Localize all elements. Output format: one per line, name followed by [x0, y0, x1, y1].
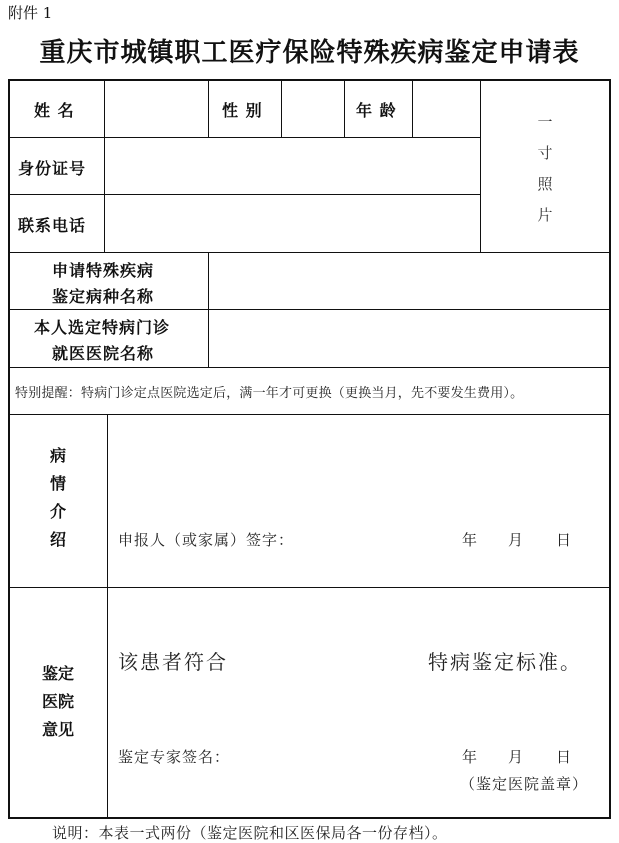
condition-char: 介	[49, 502, 66, 521]
rule-row6	[8, 414, 611, 415]
applicant-sign-label: 申报人（或家属）签字：	[118, 531, 295, 549]
hospital-field[interactable]	[210, 311, 608, 366]
opinion-text-left: 该患者符合	[118, 650, 228, 674]
rule-col-age-label	[344, 79, 345, 138]
condition-char: 病	[49, 446, 66, 465]
opinion-line: 鉴定	[41, 664, 74, 683]
name-field[interactable]	[106, 81, 207, 137]
photo-char: 片	[537, 206, 553, 224]
border-left	[8, 79, 10, 819]
border-right	[609, 79, 611, 819]
rule-row3	[8, 252, 611, 253]
form-title: 重庆市城镇职工医疗保险特殊疾病鉴定申请表	[39, 38, 580, 68]
opinion-line: 意见	[41, 720, 74, 739]
photo-char: 寸	[537, 144, 553, 162]
opinion-text-right: 特病鉴定标准。	[428, 650, 582, 674]
phone-label: 联系电话	[18, 216, 87, 235]
photo-char: 一	[537, 113, 553, 131]
expert-sign-label: 鉴定专家签名：	[118, 748, 231, 766]
age-field[interactable]	[414, 81, 479, 137]
gender-field[interactable]	[283, 81, 343, 137]
rule-col-gender-label	[208, 79, 209, 138]
applicant-date-year: 年	[462, 531, 478, 549]
border-bottom	[8, 817, 611, 819]
gender-label: 性 别	[222, 101, 263, 120]
opinion-label	[38, 660, 78, 744]
phone-field[interactable]	[106, 196, 479, 251]
applicant-date-month: 月	[508, 531, 524, 549]
age-label: 年 龄	[356, 101, 397, 120]
rule-col-mid	[208, 252, 209, 368]
notice-text: 特别提醒：特病门诊定点医院选定后，满一年才可更换（更换当月，先不要发生费用）。	[15, 386, 524, 401]
expert-sign-field[interactable]	[245, 742, 445, 768]
opinion-date-month: 月	[508, 748, 524, 766]
seal-note: （鉴定医院盖章）	[460, 775, 589, 793]
rule-row7	[8, 587, 611, 588]
condition-field[interactable]	[110, 417, 608, 517]
photo-area	[530, 107, 560, 231]
applicant-sign-field[interactable]	[320, 525, 450, 551]
rule-col-photo	[480, 79, 481, 253]
footer-note: 说明：本表一式两份（鉴定医院和区医保局各一份存档）。	[52, 824, 448, 842]
rule-col-age-value	[412, 79, 413, 138]
attachment-label: 附件 1	[8, 4, 53, 22]
rule-col-gender-value	[281, 79, 282, 138]
disease-label-line1: 申请特殊疾病	[52, 261, 155, 280]
rule-row1	[8, 137, 481, 138]
rule-row2	[8, 194, 481, 195]
opinion-line: 医院	[41, 692, 74, 711]
disease-label-line2: 鉴定病种名称	[52, 287, 155, 306]
opinion-date-day: 日	[556, 748, 572, 766]
rule-row4	[8, 309, 611, 310]
condition-char: 绍	[49, 530, 66, 549]
condition-char: 情	[49, 474, 66, 493]
disease-field[interactable]	[210, 254, 608, 308]
rule-row5	[8, 367, 611, 368]
opinion-date-year: 年	[462, 748, 478, 766]
photo-char: 照	[537, 175, 553, 193]
id-number-field[interactable]	[106, 139, 479, 193]
opinion-blank-field[interactable]	[240, 644, 420, 674]
hospital-label-line2: 就医医院名称	[52, 344, 155, 363]
applicant-date-day: 日	[556, 531, 572, 549]
rule-col-section	[107, 414, 108, 819]
hospital-label-line1: 本人选定特病门诊	[34, 318, 171, 337]
rule-col-label	[104, 79, 105, 253]
name-label: 姓 名	[34, 101, 75, 120]
id-number-label: 身份证号	[18, 159, 87, 178]
condition-label	[44, 442, 72, 554]
